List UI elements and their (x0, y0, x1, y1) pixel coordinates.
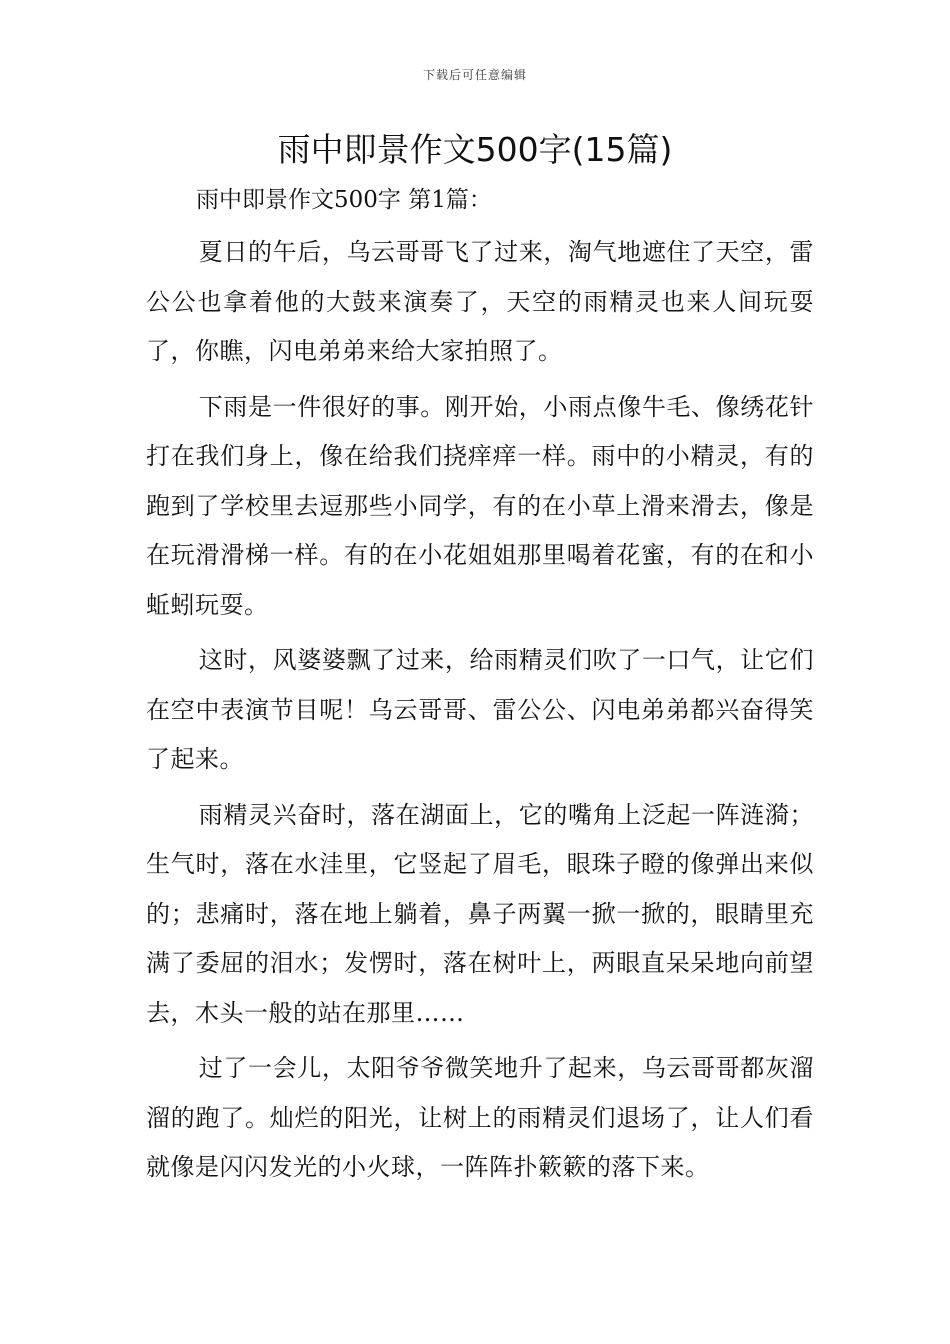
article-subheading: 雨中即景作文500字 第1篇： (196, 187, 492, 213)
header-note: 下载后可任意编辑 (422, 68, 527, 82)
paragraph-1: 夏日的午后，乌云哥哥飞了过来，淘气地遮住了天空，雷公公也拿着他的大鼓来演奏了，天空的雨精灵也来人间玩耍了，你瞧，闪电弟弟来给大家拍照了。 (146, 238, 814, 365)
article-body (146, 178, 814, 1193)
paragraph-4: 雨精灵兴奋时，落在湖面上，它的嘴角上泛起一阵涟漪；生气时，落在水洼里，它竖起了眉毛，眼珠子瞪的像弹出来似的；悲痛时，落在地上躺着，鼻子两翼一掀一掀的，眼睛里充满了委屈的泪水；发愣时，落在树叶上，两眼直呆呆地向前望去，木头一般的站在那里…… (146, 800, 814, 1027)
page-title: 雨中即景作文500字(15篇) (277, 130, 673, 169)
paragraph-2: 下雨是一件很好的事。刚开始，小雨点像牛毛、像绣花针打在我们身上，像在给我们挠痒痒一样。雨中的小精灵，有的跑到了学校里去逗那些小同学，有的在小草上滑来滑去，像是在玩滑滑梯一样。有的在小花姐姐那里喝着花蜜，有的在和小蚯蚓玩耍。 (146, 392, 814, 619)
paragraph-3: 这时，风婆婆飘了过来，给雨精灵们吹了一口气，让它们在空中表演节目呢！乌云哥哥、雷公公、闪电弟弟都兴奋得笑了起来。 (146, 646, 814, 773)
paragraph-5: 过了一会儿，太阳爷爷微笑地升了起来，乌云哥哥都灰溜溜的跑了。灿烂的阳光，让树上的雨精灵们退场了，让人们看就像是闪闪发光的小火球，一阵阵扑簌簌的落下来。 (146, 1054, 814, 1181)
